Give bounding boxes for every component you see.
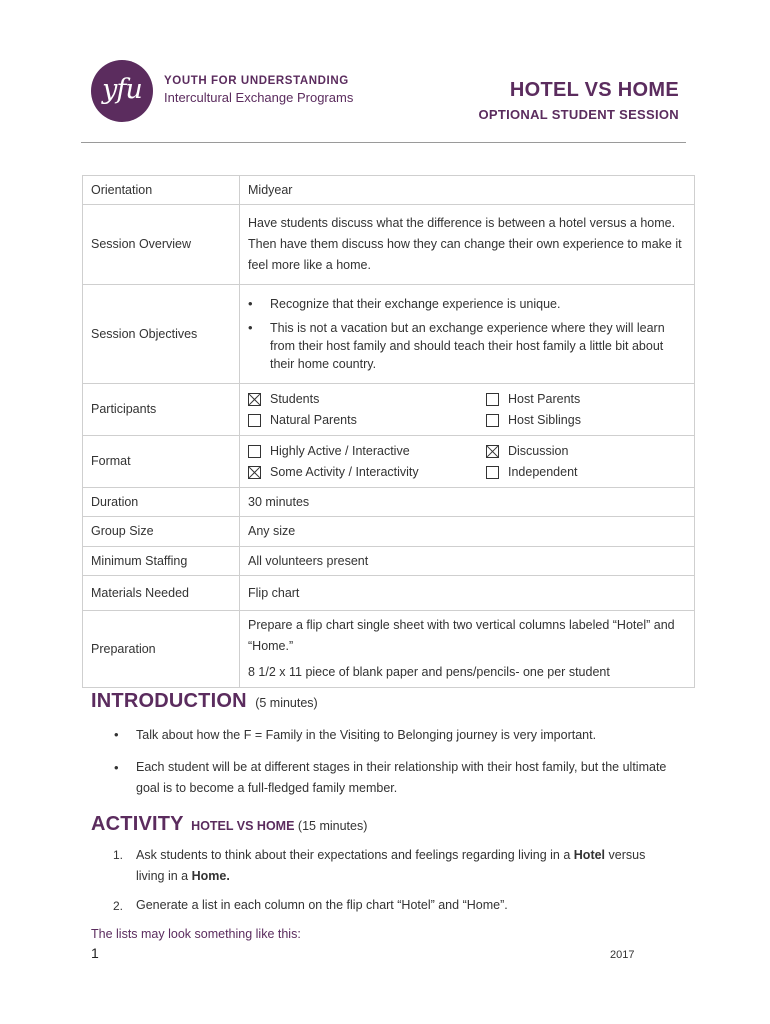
- checkbox-icon[interactable]: [486, 445, 499, 458]
- step-number: 2.: [113, 899, 124, 913]
- checkbox-icon[interactable]: [486, 414, 499, 427]
- org-tagline: Intercultural Exchange Programs: [164, 90, 354, 105]
- checkbox-icon[interactable]: [248, 393, 261, 406]
- intro-bullet: Talk about how the F = Family in the Visiting to Belonging journey is very important.: [136, 728, 597, 742]
- row-label: Participants: [83, 384, 240, 436]
- table-row: [83, 285, 695, 384]
- checkbox-icon[interactable]: [486, 393, 499, 406]
- section-title: INTRODUCTION: [91, 690, 247, 712]
- row-label: Preparation: [83, 611, 240, 688]
- row-value: Midyear: [240, 176, 695, 205]
- checkbox-some-activity[interactable]: [248, 462, 486, 483]
- page-number: 1: [91, 945, 99, 961]
- activity-name-wrap: [191, 819, 367, 833]
- yfu-logo: [91, 60, 153, 122]
- step-bold: Home.: [191, 869, 230, 883]
- checkbox-label: Highly Active / Interactive: [270, 443, 410, 458]
- introduction-heading: [91, 690, 318, 713]
- row-value: All volunteers present: [240, 547, 695, 576]
- checkbox-label: Students: [270, 391, 320, 406]
- checkbox-host-parents[interactable]: [486, 389, 686, 410]
- activity-heading: [91, 813, 367, 836]
- checkbox-label: Some Activity / Interactivity: [270, 464, 419, 479]
- checkbox-label: Host Siblings: [508, 412, 581, 427]
- checkbox-natural-parents[interactable]: [248, 410, 486, 431]
- header-divider: [81, 142, 686, 143]
- lists-note: The lists may look something like this:: [91, 927, 301, 941]
- footer-year: 2017: [610, 949, 635, 961]
- row-value: 30 minutes: [240, 488, 695, 517]
- row-value: Have students discuss what the difference is between a hotel versus a home. Then have them discuss how they can change their own experience to make it feel more like a home.: [240, 205, 695, 285]
- table-row: [83, 436, 695, 488]
- step-number: 1.: [113, 848, 124, 862]
- checkbox-icon[interactable]: [248, 445, 261, 458]
- row-label: Duration: [83, 488, 240, 517]
- table-row: [83, 488, 695, 517]
- row-value: [240, 611, 695, 688]
- checkbox-icon[interactable]: [248, 466, 261, 479]
- table-row: [83, 611, 695, 688]
- list-item: • This is not a vacation but an exchange experience where they will learn from their host family and should teach their host family a little bit about their home country.: [248, 319, 686, 373]
- step-bold: Hotel: [573, 848, 606, 862]
- objectives-list: [248, 295, 686, 373]
- row-value: Any size: [240, 517, 695, 547]
- table-row: [83, 176, 695, 205]
- table-row: [83, 576, 695, 611]
- row-label: Session Overview: [83, 205, 240, 285]
- checkbox-icon[interactable]: [248, 414, 261, 427]
- checkbox-label: Discussion: [508, 443, 569, 458]
- table-row: [83, 384, 695, 436]
- section-title: ACTIVITY: [91, 813, 184, 835]
- row-label: Format: [83, 436, 240, 488]
- row-label: Session Objectives: [83, 285, 240, 384]
- bullet-icon: •: [114, 760, 119, 775]
- row-value: [240, 285, 695, 384]
- checkbox-independent[interactable]: [486, 462, 686, 483]
- checkbox-highly-active[interactable]: [248, 441, 486, 462]
- org-name: YOUTH FOR UNDERSTANDING: [164, 75, 349, 87]
- document-title: HOTEL VS HOME: [509, 79, 679, 101]
- checkbox-label: Host Parents: [508, 391, 581, 406]
- preparation-line: 8 1/2 x 11 piece of blank paper and pens/pencils- one per student: [248, 665, 610, 679]
- activity-step: [136, 845, 671, 887]
- checkbox-students[interactable]: [248, 389, 486, 410]
- activity-step: Generate a list in each column on the flip chart “Hotel” and “Home”.: [136, 898, 508, 912]
- checkbox-discussion[interactable]: [486, 441, 686, 462]
- bullet-icon: •: [114, 727, 119, 742]
- logo-text: yfu: [102, 73, 142, 105]
- table-row: [83, 517, 695, 547]
- intro-bullet: Each student will be at different stages in their relationship with their host family, but the ultimate goal is to become a full-fledged family member.: [136, 760, 667, 795]
- row-label: Materials Needed: [83, 576, 240, 611]
- session-info-table: [82, 175, 695, 688]
- row-value: [240, 436, 695, 488]
- document-subtitle: OPTIONAL STUDENT SESSION: [478, 107, 679, 122]
- row-label: Orientation: [83, 176, 240, 205]
- row-value: [240, 384, 695, 436]
- row-label: Group Size: [83, 517, 240, 547]
- step-text: versus living in a: [136, 848, 646, 883]
- list-item: • Recognize that their exchange experience is unique.: [248, 295, 686, 313]
- checkbox-host-siblings[interactable]: [486, 410, 686, 431]
- activity-name: HOTEL VS HOME: [191, 819, 295, 833]
- table-row: [83, 547, 695, 576]
- checkbox-label: Independent: [508, 464, 578, 479]
- row-label: Minimum Staffing: [83, 547, 240, 576]
- table-row: [83, 205, 695, 285]
- participants-options: [248, 389, 686, 431]
- format-options: [248, 441, 686, 483]
- preparation-line: Prepare a flip chart single sheet with two vertical columns labeled “Hotel” and “Home.”: [248, 618, 675, 653]
- row-value: Flip chart: [240, 576, 695, 611]
- section-duration: (15 minutes): [297, 819, 368, 833]
- checkbox-label: Natural Parents: [270, 412, 357, 427]
- checkbox-icon[interactable]: [486, 466, 499, 479]
- step-text: Ask students to think about their expectations and feelings regarding living in a: [136, 848, 574, 862]
- section-duration: (5 minutes): [255, 696, 318, 710]
